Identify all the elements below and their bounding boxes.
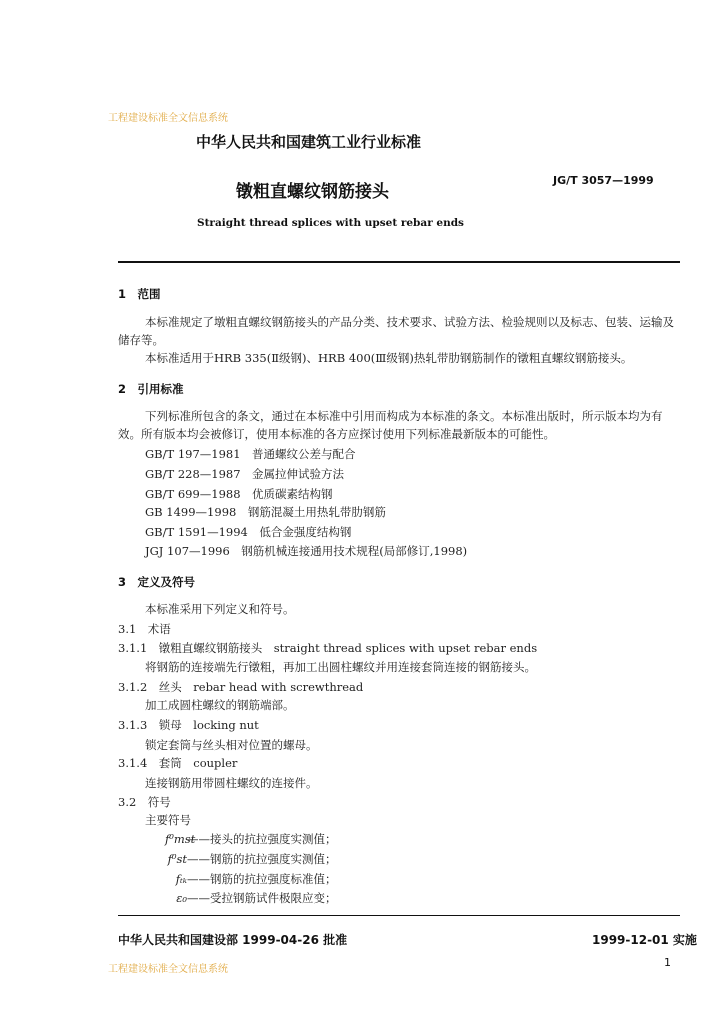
org-title: 中华人民共和国建筑工业行业标准 — [196, 133, 422, 151]
page-number: 1 — [664, 956, 671, 969]
term-3-1-1: 3.1.1 镦粗直螺纹钢筋接头 straight thread splices with upset rebar ends — [118, 641, 538, 655]
symbol: f⁰st — [167, 852, 187, 866]
section-1-heading: 1 范围 — [118, 287, 161, 301]
ref-item: GB/T 699—1988 优质碳素结构钢 — [145, 487, 333, 501]
section-3-heading: 3 定义及符号 — [118, 575, 196, 589]
symbol-row — [165, 870, 337, 888]
standard-title-en: Straight thread splices with upset rebar ends — [197, 217, 464, 229]
footer-rule — [118, 915, 680, 916]
implement-date: 1999-12-01 实施 — [592, 933, 697, 947]
symbols-label: 主要符号 — [145, 813, 191, 827]
term-3-1-3: 3.1.3 锁母 locking nut — [118, 718, 259, 732]
section-1-para-2: 本标准适用于HRB 335(Ⅱ级钢)、HRB 400(Ⅲ级钢)热轧带肋钢筋制作的镦粗直螺纹钢筋接头。 — [145, 351, 633, 365]
ref-item: GB 1499—1998 钢筋混凝土用热轧带肋钢筋 — [145, 505, 386, 519]
approval-date: 中华人民共和国建设部 1999-04-26 批准 — [118, 933, 348, 947]
symbol: ε₀ — [176, 891, 187, 905]
symbol-desc: ——钢筋的抗拉强度实测值； — [187, 852, 337, 866]
symbol-row — [165, 850, 337, 868]
symbol-desc: ——钢筋的抗拉强度标准值； — [187, 872, 337, 886]
term-3-1-1-def: 将钢筋的连接端先行镦粗，再加工出圆柱螺纹并用连接套筒连接的钢筋接头。 — [145, 660, 536, 674]
section-2-heading: 2 引用标准 — [118, 382, 184, 396]
watermark-bottom: 工程建设标准全文信息系统 — [108, 964, 228, 975]
section-2-intro: 下列标准所包含的条文，通过在本标准中引用而构成为本标准的条文。本标准出版时，所示版本均为有效。所有版本均会被修订，使用本标准的各方应探讨使用下列标准最新版本的可能性。 — [118, 409, 663, 441]
section-3-intro: 本标准采用下列定义和符号。 — [145, 602, 295, 616]
symbol-row — [165, 830, 337, 848]
standard-title: 镦粗直螺纹钢筋接头 — [236, 182, 389, 202]
term-3-1-4-def: 连接钢筋用带圆柱螺纹的连接件。 — [145, 776, 318, 790]
subsection-3-2: 3.2 符号 — [118, 795, 171, 809]
symbol: fₜₖ — [175, 872, 187, 886]
ref-item: GB/T 1591—1994 低合金强度结构钢 — [145, 525, 352, 539]
symbol-desc: ——受拉钢筋试件极限应变； — [187, 891, 337, 905]
symbol: f⁰mst — [165, 832, 196, 846]
term-3-1-2-def: 加工成圆柱螺纹的钢筋端部。 — [145, 698, 295, 712]
subsection-3-1: 3.1 术语 — [118, 622, 171, 636]
ref-item: JGJ 107—1996 钢筋机械连接通用技术规程(局部修订,1998) — [145, 544, 468, 558]
section-1-para-1: 本标准规定了墩粗直螺纹钢筋接头的产品分类、技术要求、试验方法、检验规则以及标志、包装、运输及储存等。 — [118, 315, 674, 347]
standard-code: JG/T 3057—1999 — [553, 174, 654, 187]
term-3-1-4: 3.1.4 套筒 coupler — [118, 756, 238, 770]
header-rule — [118, 261, 680, 263]
ref-item: GB/T 197—1981 普通螺纹公差与配合 — [145, 447, 356, 461]
symbol-row — [165, 889, 337, 907]
watermark-top: 工程建设标准全文信息系统 — [108, 113, 228, 124]
symbol-desc: ——接头的抗拉强度实测值； — [187, 832, 337, 846]
term-3-1-2: 3.1.2 丝头 rebar head with screwthread — [118, 680, 364, 694]
ref-item: GB/T 228—1987 金属拉伸试验方法 — [145, 467, 345, 481]
term-3-1-3-def: 锁定套筒与丝头相对位置的螺母。 — [145, 738, 318, 752]
